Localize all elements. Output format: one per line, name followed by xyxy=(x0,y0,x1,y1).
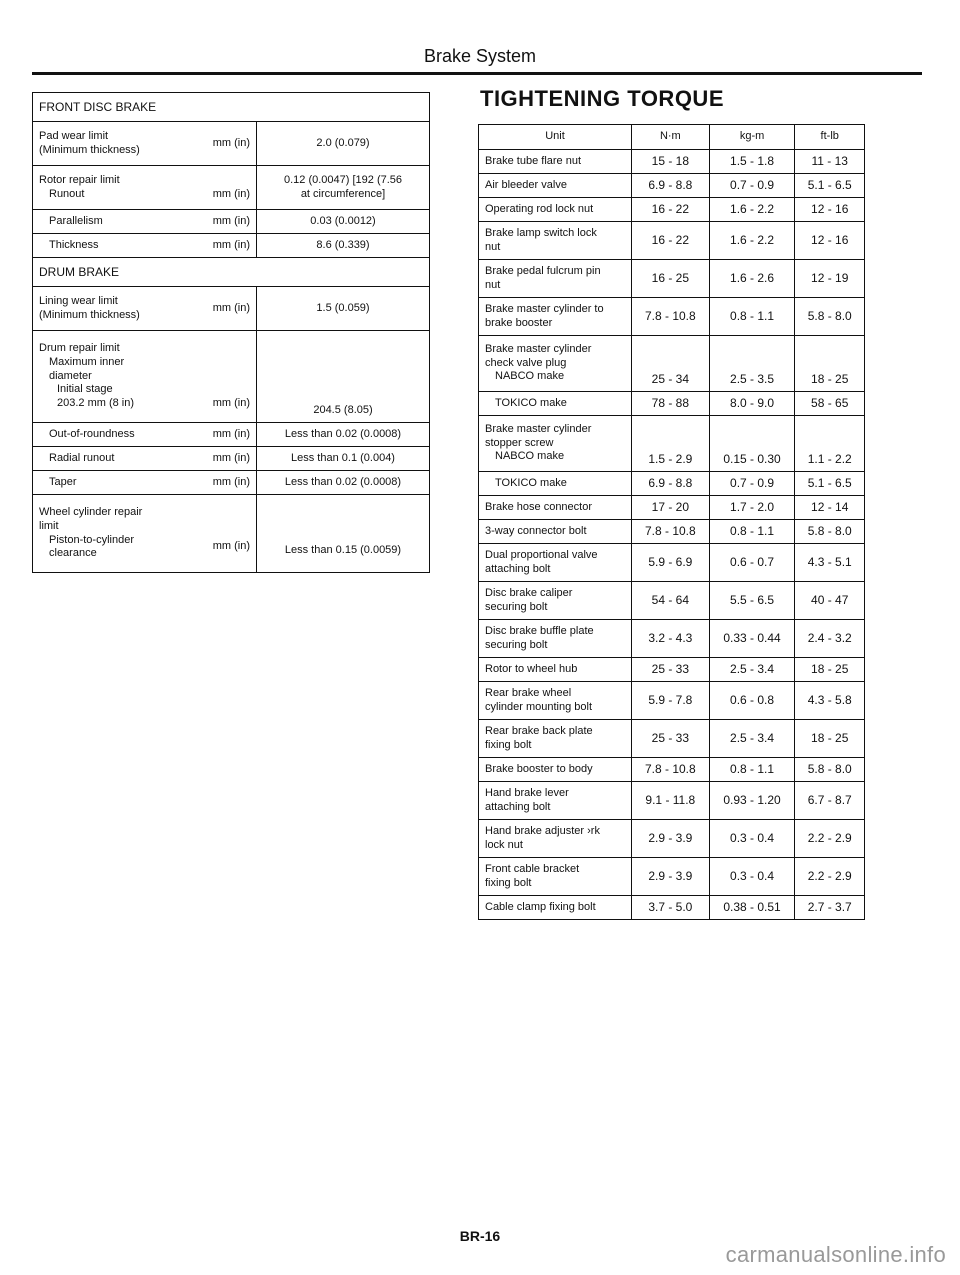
lining-wear-label: Lining wear limit xyxy=(39,294,118,307)
torque-item-name xyxy=(479,544,632,582)
torque-item-name-line: brake booster xyxy=(485,316,553,329)
torque-item-name xyxy=(479,782,632,820)
rotor-runout-unit: mm (in) xyxy=(212,187,250,200)
torque-value-kgm: 2.5 - 3.5 xyxy=(709,336,795,392)
drum-repair-label-cell xyxy=(33,331,257,423)
torque-value-kgm: 0.8 - 1.1 xyxy=(709,520,795,544)
torque-value-ftlb: 2.2 - 2.9 xyxy=(795,858,865,896)
torque-value-ftlb: 4.3 - 5.1 xyxy=(795,544,865,582)
torque-value-kgm: 1.7 - 2.0 xyxy=(709,496,795,520)
torque-item-name xyxy=(479,720,632,758)
torque-value-ftlb: 2.4 - 3.2 xyxy=(795,620,865,658)
torque-item-name-line: 3-way connector bolt xyxy=(485,524,587,537)
torque-value-ftlb: 5.8 - 8.0 xyxy=(795,298,865,336)
torque-item-name-line: Cable clamp fixing bolt xyxy=(485,900,596,913)
wheel-cyl-unit: mm (in) xyxy=(212,540,250,553)
torque-item-name-line: cylinder mounting bolt xyxy=(485,700,593,713)
torque-item-name-line: Brake master cylinder to xyxy=(485,302,604,315)
table-row xyxy=(479,260,865,298)
torque-value-kgm: 1.6 - 2.6 xyxy=(709,260,795,298)
torque-item-name xyxy=(479,174,632,198)
table-row xyxy=(479,150,865,174)
torque-item-name-line: TOKICO make xyxy=(495,396,567,409)
torque-item-name-line: Rear brake wheel xyxy=(485,686,572,699)
taper-label-cell xyxy=(33,471,257,495)
torque-value-nm: 25 - 34 xyxy=(632,336,710,392)
out-of-round-unit: mm (in) xyxy=(212,427,250,440)
table-row xyxy=(479,820,865,858)
lining-wear-label-sub: (Minimum thickness) xyxy=(39,308,140,321)
torque-value-kgm: 0.93 - 1.20 xyxy=(709,782,795,820)
torque-item-name xyxy=(479,496,632,520)
torque-value-kgm: 0.6 - 0.8 xyxy=(709,682,795,720)
page-number: BR-16 xyxy=(459,1228,501,1244)
torque-value-kgm: 1.5 - 1.8 xyxy=(709,150,795,174)
table-row xyxy=(479,392,865,416)
wheel-cyl-limit-label: limit xyxy=(39,519,59,532)
torque-item-name-line: Brake lamp switch lock xyxy=(485,226,597,239)
torque-value-nm: 1.5 - 2.9 xyxy=(632,416,710,472)
header-rule xyxy=(32,72,922,75)
taper-value: Less than 0.02 (0.0008) xyxy=(257,471,430,495)
torque-item-name xyxy=(479,222,632,260)
torque-value-ftlb: 12 - 14 xyxy=(795,496,865,520)
torque-header-kgm: kg-m xyxy=(709,125,795,150)
rotor-repair-label: Rotor repair limit xyxy=(39,173,120,186)
torque-item-name xyxy=(479,520,632,544)
brake-spec-table xyxy=(32,92,430,573)
out-of-round-value: Less than 0.02 (0.0008) xyxy=(257,423,430,447)
table-row xyxy=(479,520,865,544)
torque-value-ftlb: 1.1 - 2.2 xyxy=(795,416,865,472)
table-row xyxy=(479,472,865,496)
lining-wear-label-cell xyxy=(33,287,257,331)
torque-value-ftlb: 18 - 25 xyxy=(795,336,865,392)
torque-value-nm: 78 - 88 xyxy=(632,392,710,416)
torque-value-nm: 2.9 - 3.9 xyxy=(632,820,710,858)
torque-item-name xyxy=(479,336,632,392)
torque-value-nm: 3.7 - 5.0 xyxy=(632,896,710,920)
tightening-torque-title: TIGHTENING TORQUE xyxy=(480,86,724,111)
pad-wear-unit: mm (in) xyxy=(212,136,250,149)
torque-value-nm: 5.9 - 6.9 xyxy=(632,544,710,582)
wheel-cyl-value: Less than 0.15 (0.0059) xyxy=(257,495,430,573)
table-row xyxy=(479,582,865,620)
pad-wear-label-sub: (Minimum thickness) xyxy=(39,143,140,156)
torque-value-ftlb: 12 - 16 xyxy=(795,198,865,222)
thickness-label: Thickness xyxy=(49,238,99,251)
torque-value-ftlb: 12 - 19 xyxy=(795,260,865,298)
torque-item-name-line: Operating rod lock nut xyxy=(485,202,594,215)
torque-item-name-line: Brake tube flare nut xyxy=(485,154,582,167)
torque-item-name xyxy=(479,150,632,174)
torque-value-nm: 17 - 20 xyxy=(632,496,710,520)
torque-value-nm: 7.8 - 10.8 xyxy=(632,520,710,544)
table-row xyxy=(479,336,865,392)
torque-value-nm: 16 - 25 xyxy=(632,260,710,298)
table-row xyxy=(479,658,865,682)
radial-runout-value: Less than 0.1 (0.004) xyxy=(257,447,430,471)
taper-unit: mm (in) xyxy=(212,475,250,488)
torque-item-name-line: NABCO make xyxy=(495,370,565,383)
front-disc-brake-heading: FRONT DISC BRAKE xyxy=(33,93,430,122)
drum-repair-unit: mm (in) xyxy=(212,397,250,410)
torque-value-ftlb: 18 - 25 xyxy=(795,720,865,758)
torque-value-nm: 2.9 - 3.9 xyxy=(632,858,710,896)
torque-value-nm: 25 - 33 xyxy=(632,720,710,758)
torque-value-nm: 9.1 - 11.8 xyxy=(632,782,710,820)
torque-item-name-line: Brake master cylinder xyxy=(485,422,592,435)
clearance-label: clearance xyxy=(49,547,97,560)
taper-label: Taper xyxy=(49,475,77,488)
radial-runout-label: Radial runout xyxy=(49,451,115,464)
pad-wear-value: 2.0 (0.079) xyxy=(257,122,430,166)
torque-value-kgm: 0.3 - 0.4 xyxy=(709,820,795,858)
torque-value-ftlb: 40 - 47 xyxy=(795,582,865,620)
piston-clearance-label: Piston-to-cylinder xyxy=(49,533,134,546)
torque-value-ftlb: 5.8 - 8.0 xyxy=(795,758,865,782)
table-row xyxy=(479,682,865,720)
drum-brake-heading: DRUM BRAKE xyxy=(33,258,430,287)
torque-item-name-line: Brake booster to body xyxy=(485,762,593,775)
torque-item-name xyxy=(479,858,632,896)
torque-item-name-line: Disc brake caliper xyxy=(485,586,573,599)
table-row xyxy=(479,222,865,260)
torque-item-name xyxy=(479,472,632,496)
torque-item-name-line: Brake hose connector xyxy=(485,500,593,513)
torque-value-ftlb: 58 - 65 xyxy=(795,392,865,416)
torque-value-kgm: 0.8 - 1.1 xyxy=(709,298,795,336)
torque-item-name xyxy=(479,198,632,222)
torque-item-name-line: NABCO make xyxy=(495,450,565,463)
torque-value-ftlb: 12 - 16 xyxy=(795,222,865,260)
torque-item-name-line: Hand brake lever xyxy=(485,786,569,799)
rotor-runout-value-cell xyxy=(257,166,430,210)
torque-value-kgm: 1.6 - 2.2 xyxy=(709,198,795,222)
torque-item-name-line: stopper screw xyxy=(485,436,554,449)
page-header-title: Brake System xyxy=(423,46,537,66)
torque-item-name-line: Rear brake back plate xyxy=(485,724,593,737)
torque-item-name-line: Brake pedal fulcrum pin xyxy=(485,264,601,277)
torque-value-kgm: 0.3 - 0.4 xyxy=(709,858,795,896)
tightening-torque-table xyxy=(478,124,865,920)
table-row xyxy=(479,758,865,782)
torque-value-nm: 25 - 33 xyxy=(632,658,710,682)
out-of-round-label-cell xyxy=(33,423,257,447)
radial-runout-unit: mm (in) xyxy=(212,451,250,464)
torque-value-ftlb: 11 - 13 xyxy=(795,150,865,174)
torque-value-nm: 15 - 18 xyxy=(632,150,710,174)
torque-body xyxy=(479,150,865,920)
drum-repair-value: 204.5 (8.05) xyxy=(257,331,430,423)
torque-item-name xyxy=(479,298,632,336)
watermark: carmanualsonline.info xyxy=(725,1242,946,1267)
torque-item-name-line: nut xyxy=(485,278,501,291)
lining-wear-unit: mm (in) xyxy=(212,301,250,314)
torque-item-name-line: Hand brake adjuster ›rk xyxy=(485,824,600,837)
torque-item-name-line: securing bolt xyxy=(485,600,548,613)
table-row xyxy=(479,496,865,520)
torque-header-nm: N·m xyxy=(632,125,710,150)
wheel-cyl-label-cell xyxy=(33,495,257,573)
rotor-runout-label: Runout xyxy=(49,187,85,200)
torque-item-name-line: nut xyxy=(485,240,501,253)
drum-initial-stage-label: Initial stage xyxy=(57,383,113,396)
drum-max-inner-label: Maximum inner xyxy=(49,355,125,368)
torque-item-name xyxy=(479,260,632,298)
torque-value-ftlb: 18 - 25 xyxy=(795,658,865,682)
torque-header-unit: Unit xyxy=(479,125,632,150)
torque-value-ftlb: 6.7 - 8.7 xyxy=(795,782,865,820)
torque-value-kgm: 2.5 - 3.4 xyxy=(709,658,795,682)
torque-value-ftlb: 4.3 - 5.8 xyxy=(795,682,865,720)
rotor-runout-value: 0.12 (0.0047) [192 (7.56 xyxy=(283,173,403,186)
pad-wear-label-cell xyxy=(33,122,257,166)
torque-value-nm: 5.9 - 7.8 xyxy=(632,682,710,720)
torque-item-name xyxy=(479,416,632,472)
torque-item-name xyxy=(479,896,632,920)
drum-repair-label: Drum repair limit xyxy=(39,342,120,355)
parallelism-label-cell xyxy=(33,210,257,234)
table-row xyxy=(479,544,865,582)
torque-item-name-line: attaching bolt xyxy=(485,800,551,813)
torque-header-row xyxy=(479,125,865,150)
torque-value-ftlb: 5.8 - 8.0 xyxy=(795,520,865,544)
torque-item-name xyxy=(479,682,632,720)
torque-value-kgm: 0.8 - 1.1 xyxy=(709,758,795,782)
torque-item-name-line: lock nut xyxy=(485,838,523,851)
torque-value-ftlb: 2.2 - 2.9 xyxy=(795,820,865,858)
torque-item-name-line: Air bleeder valve xyxy=(485,178,567,191)
torque-value-kgm: 1.6 - 2.2 xyxy=(709,222,795,260)
parallelism-value: 0.03 (0.0012) xyxy=(257,210,430,234)
table-row xyxy=(479,782,865,820)
torque-value-ftlb: 5.1 - 6.5 xyxy=(795,174,865,198)
table-row xyxy=(479,416,865,472)
drum-diameter-label: diameter xyxy=(49,369,92,382)
torque-value-kgm: 0.38 - 0.51 xyxy=(709,896,795,920)
torque-value-nm: 6.9 - 8.8 xyxy=(632,174,710,198)
rotor-repair-label-cell xyxy=(33,166,257,210)
torque-item-name xyxy=(479,582,632,620)
torque-item-name xyxy=(479,620,632,658)
torque-item-name-line: fixing bolt xyxy=(485,738,532,751)
torque-value-nm: 16 - 22 xyxy=(632,198,710,222)
thickness-label-cell xyxy=(33,234,257,258)
table-row xyxy=(479,896,865,920)
torque-header-ftlb: ft-lb xyxy=(795,125,865,150)
wheel-cyl-label: Wheel cylinder repair xyxy=(39,506,143,518)
torque-value-kgm: 2.5 - 3.4 xyxy=(709,720,795,758)
torque-value-nm: 54 - 64 xyxy=(632,582,710,620)
thickness-unit: mm (in) xyxy=(212,238,250,251)
torque-item-name-line: Brake master cylinder xyxy=(485,342,592,355)
torque-value-kgm: 0.15 - 0.30 xyxy=(709,416,795,472)
torque-item-name-line: securing bolt xyxy=(485,638,548,651)
torque-item-name xyxy=(479,758,632,782)
table-row xyxy=(479,620,865,658)
torque-item-name-line: Front cable bracket xyxy=(485,862,580,875)
torque-item-name-line: check valve plug xyxy=(485,356,567,369)
torque-value-kgm: 8.0 - 9.0 xyxy=(709,392,795,416)
drum-initial-size: 203.2 mm (8 in) xyxy=(57,397,135,410)
torque-value-nm: 3.2 - 4.3 xyxy=(632,620,710,658)
torque-item-name-line: TOKICO make xyxy=(495,476,567,489)
torque-item-name xyxy=(479,820,632,858)
torque-item-name-line: Disc brake buffle plate xyxy=(485,624,594,637)
torque-value-kgm: 0.6 - 0.7 xyxy=(709,544,795,582)
rotor-runout-value-note: at circumference] xyxy=(300,187,386,200)
torque-value-nm: 16 - 22 xyxy=(632,222,710,260)
table-row xyxy=(479,858,865,896)
lining-wear-value: 1.5 (0.059) xyxy=(257,287,430,331)
out-of-round-label: Out-of-roundness xyxy=(49,427,135,440)
torque-item-name-line: fixing bolt xyxy=(485,876,532,889)
table-row xyxy=(479,298,865,336)
torque-value-nm: 6.9 - 8.8 xyxy=(632,472,710,496)
thickness-value: 8.6 (0.339) xyxy=(257,234,430,258)
torque-value-kgm: 0.7 - 0.9 xyxy=(709,174,795,198)
table-row xyxy=(479,720,865,758)
torque-value-ftlb: 5.1 - 6.5 xyxy=(795,472,865,496)
torque-value-ftlb: 2.7 - 3.7 xyxy=(795,896,865,920)
torque-item-name-line: Rotor to wheel hub xyxy=(485,662,578,675)
torque-value-kgm: 0.7 - 0.9 xyxy=(709,472,795,496)
parallelism-label: Parallelism xyxy=(49,214,103,227)
torque-item-name-line: attaching bolt xyxy=(485,562,551,575)
torque-value-nm: 7.8 - 10.8 xyxy=(632,298,710,336)
torque-value-kgm: 5.5 - 6.5 xyxy=(709,582,795,620)
radial-runout-label-cell xyxy=(33,447,257,471)
torque-value-nm: 7.8 - 10.8 xyxy=(632,758,710,782)
torque-value-kgm: 0.33 - 0.44 xyxy=(709,620,795,658)
table-row xyxy=(479,198,865,222)
pad-wear-label: Pad wear limit xyxy=(39,129,109,142)
torque-item-name-line: Dual proportional valve xyxy=(485,548,598,561)
parallelism-unit: mm (in) xyxy=(212,214,250,227)
torque-item-name xyxy=(479,658,632,682)
torque-item-name xyxy=(479,392,632,416)
table-row xyxy=(479,174,865,198)
